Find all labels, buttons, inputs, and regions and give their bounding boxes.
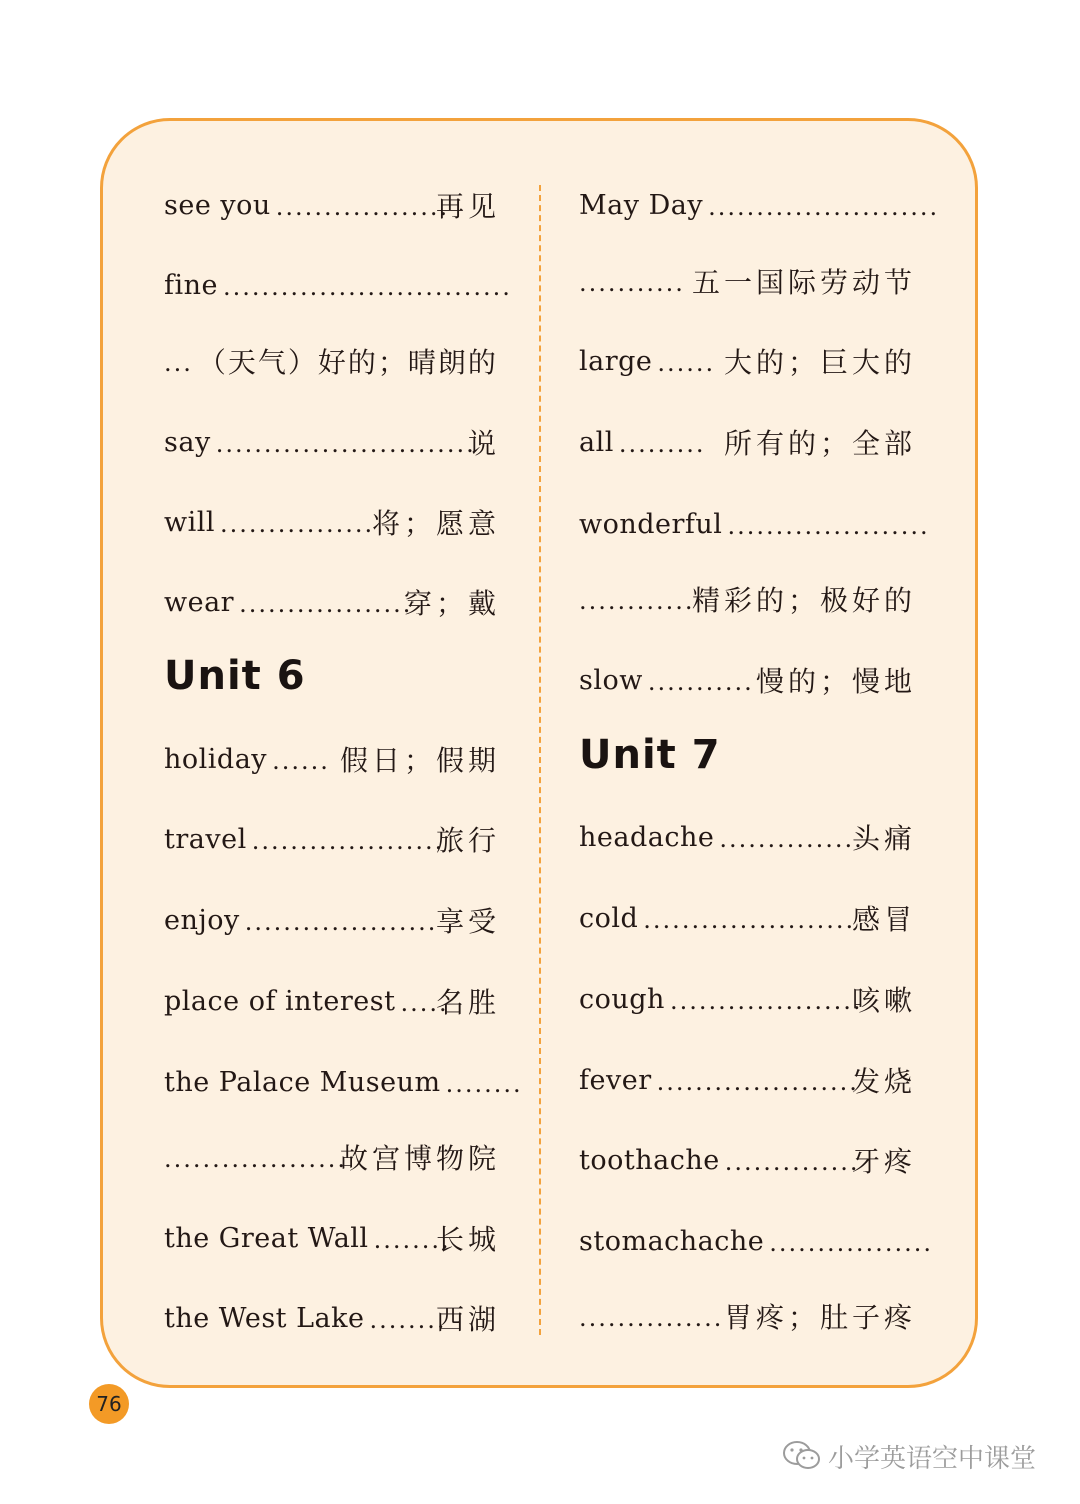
leader-dots: ........ — [369, 1306, 447, 1334]
entry-english: fine — [164, 269, 218, 301]
leader-dots: ........... — [579, 269, 685, 297]
vocab-entry — [164, 735, 500, 783]
vocab-entry — [579, 1136, 916, 1184]
leader-dots: ........................ — [708, 193, 940, 221]
entry-chinese: 胃疼；肚子疼 — [723, 1301, 916, 1334]
unit-7-heading: Unit 7 — [579, 732, 721, 778]
leader-dots: ............ — [579, 587, 695, 615]
entry-chinese: 感冒 — [851, 903, 916, 936]
leader-dots: ........... — [647, 668, 754, 696]
vocab-entry — [164, 1214, 500, 1262]
vocab-entry — [579, 975, 916, 1023]
vocab-entry — [164, 896, 500, 944]
entry-english: the West Lake — [164, 1302, 365, 1334]
leader-dots: ...... — [657, 349, 716, 377]
entry-chinese: 牙疼 — [851, 1145, 916, 1178]
vocab-entry — [579, 1056, 916, 1104]
leader-dots: ........ — [445, 1070, 523, 1098]
vocab-entry — [164, 578, 500, 626]
entry-english: stomachache — [579, 1225, 765, 1257]
leader-dots: .................... — [244, 908, 438, 936]
vocab-entry — [579, 418, 916, 466]
entry-english: cough — [579, 983, 665, 1015]
entry-chinese: 慢的；慢地 — [755, 665, 916, 698]
entry-chinese: 长城 — [435, 1223, 500, 1256]
vocab-entry — [579, 500, 930, 548]
vocab-entry — [164, 1133, 500, 1181]
leader-dots: ............... — [719, 825, 864, 853]
vocab-entry — [164, 418, 500, 466]
leader-dots: .................. — [275, 193, 450, 221]
leader-dots: .................... — [669, 987, 863, 1015]
watermark — [782, 1436, 1036, 1476]
entry-chinese: 发烧 — [851, 1065, 916, 1098]
entry-chinese: 穿；戴 — [403, 587, 500, 620]
entry-english: place of interest — [164, 985, 396, 1017]
entry-chinese: 故宫博物院 — [339, 1142, 500, 1175]
entry-english: see you — [164, 189, 271, 221]
vocab-entry — [579, 257, 916, 305]
wechat-icon — [782, 1439, 822, 1473]
entry-english: toothache — [579, 1144, 720, 1176]
entry-chinese: 头痛 — [851, 822, 916, 855]
vocab-entry — [579, 337, 916, 385]
entry-chinese: 精彩的；极好的 — [691, 584, 916, 617]
entry-chinese: 假日；假期 — [339, 744, 500, 777]
vocab-entry — [579, 1292, 916, 1340]
entry-chinese: 咳嗽 — [851, 984, 916, 1017]
vocab-entry — [164, 337, 500, 385]
vocab-entry — [579, 1217, 933, 1265]
vocab-entry — [579, 181, 940, 229]
entry-english: slow — [579, 664, 643, 696]
entry-english: the Palace Museum — [164, 1066, 441, 1098]
page-number-badge: 76 — [89, 1384, 129, 1424]
vocab-entry — [579, 813, 916, 861]
entry-english: travel — [164, 823, 247, 855]
vocab-entry — [579, 656, 916, 704]
leader-dots: ................ — [220, 510, 375, 538]
leader-dots: ..................... — [727, 512, 930, 540]
entry-chinese: 将；愿意 — [371, 507, 500, 540]
leader-dots: ... — [164, 349, 193, 377]
entry-chinese: 旅行 — [435, 824, 500, 857]
entry-english: enjoy — [164, 904, 240, 936]
entry-chinese: 所有的；全部 — [723, 427, 916, 460]
leader-dots: ........ — [373, 1226, 451, 1254]
entry-chinese: 说 — [467, 427, 500, 460]
entry-english: holiday — [164, 743, 268, 775]
entry-english: the Great Wall — [164, 1222, 369, 1254]
vocab-entry — [164, 815, 500, 863]
vocab-entry — [164, 1294, 500, 1342]
column-divider — [539, 185, 541, 1335]
vocab-entry — [164, 181, 500, 229]
entry-chinese: 西湖 — [435, 1303, 500, 1336]
entry-english: headache — [579, 821, 715, 853]
leader-dots: ........................... — [215, 430, 476, 458]
entry-english: May Day — [579, 189, 704, 221]
leader-dots: ............... — [579, 1304, 724, 1332]
leader-dots: .................... — [251, 827, 445, 855]
entry-english: all — [579, 426, 614, 458]
entry-english: wonderful — [579, 508, 723, 540]
leader-dots: ...... — [272, 747, 330, 775]
watermark-text: 小学英语空中课堂 — [828, 1443, 1037, 1474]
vocab-entry — [164, 261, 512, 309]
vocab-entry — [164, 977, 500, 1025]
entry-chinese: 享受 — [435, 905, 500, 938]
leader-dots: ................. — [769, 1229, 933, 1257]
vocab-entry — [579, 894, 916, 942]
entry-english: large — [579, 345, 653, 377]
vocab-entry — [164, 498, 500, 546]
leader-dots: ..... — [400, 989, 449, 1017]
unit-6-heading: Unit 6 — [164, 653, 306, 699]
leader-dots: .............................. — [223, 273, 512, 301]
leader-dots: .............. — [724, 1148, 860, 1176]
entry-english: say — [164, 426, 211, 458]
entry-chinese: 大的；巨大的 — [723, 346, 916, 379]
leader-dots: ................... — [164, 1145, 347, 1173]
leader-dots: ......... — [618, 430, 706, 458]
vocab-entry — [164, 1058, 523, 1106]
vocab-entry — [579, 575, 916, 623]
entry-english: will — [164, 506, 216, 538]
entry-chinese: 名胜 — [435, 986, 500, 1019]
entry-english: wear — [164, 586, 235, 618]
entry-chinese: 五一国际劳动节 — [691, 266, 916, 299]
entry-chinese: 再见 — [435, 190, 500, 223]
entry-english: cold — [579, 902, 639, 934]
leader-dots: .................. — [239, 590, 413, 618]
entry-english: fever — [579, 1064, 652, 1096]
leader-dots: ..................... — [656, 1068, 859, 1096]
entry-chinese: （天气）好的；晴朗的 — [197, 346, 498, 379]
leader-dots: ...................... — [643, 906, 856, 934]
